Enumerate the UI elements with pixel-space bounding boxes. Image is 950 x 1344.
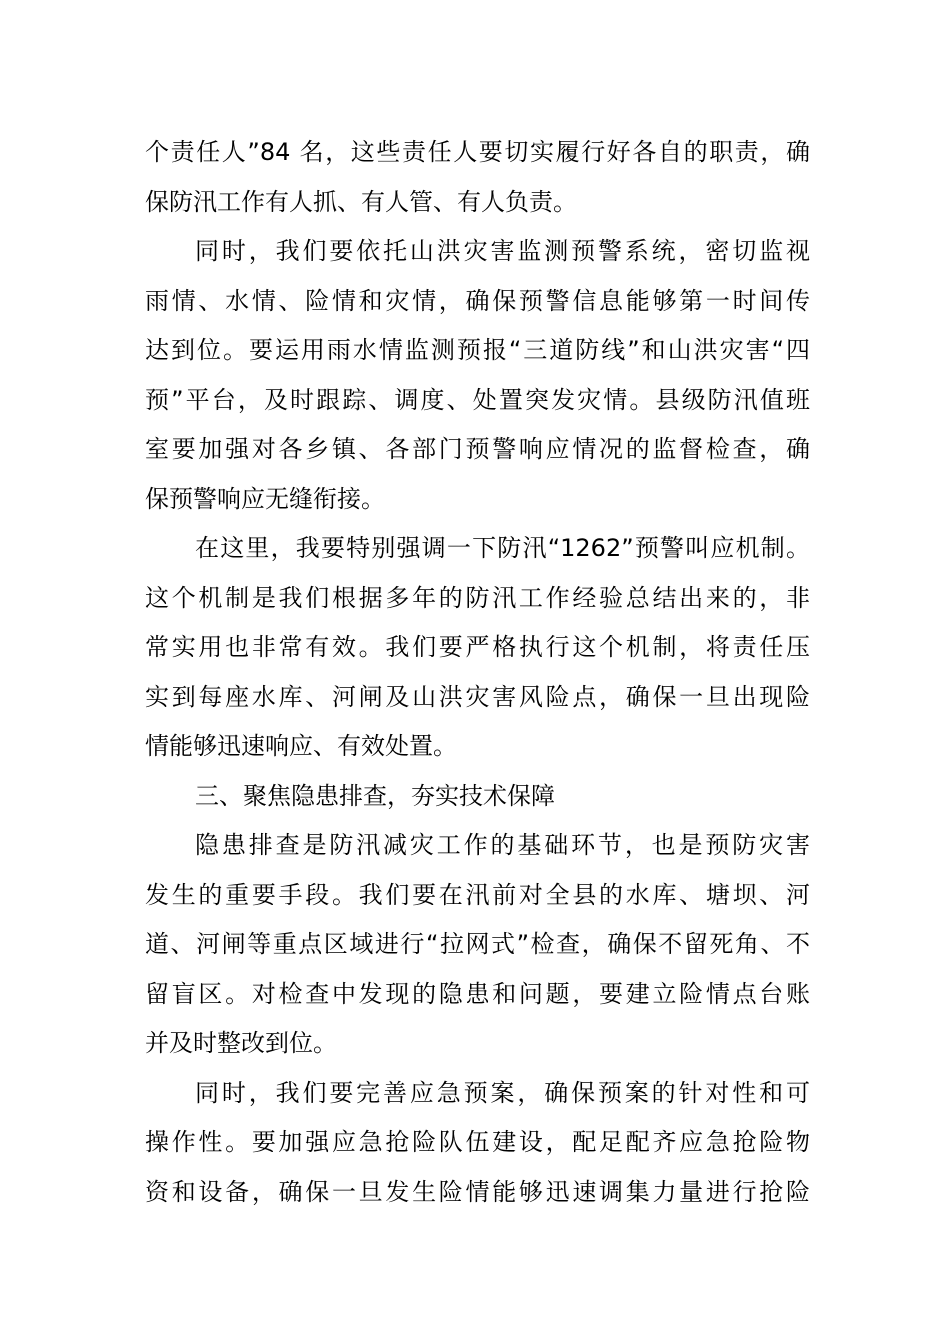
section-heading: 三、聚焦隐患排查，夯实技术保障 <box>195 781 555 810</box>
text-line-21: 操作性。要加强应急抢险队伍建设，配足配齐应急抢险物 <box>145 1128 810 1156</box>
text-line-6: 预”平台，及时跟踪、调度、处置突发灾情。县级防汛值班 <box>145 385 810 414</box>
text-line-2: 保防汛工作有人抓、有人管、有人负责。 <box>145 187 577 216</box>
text-line-5: 达到位。要运用雨水情监测预报“三道防线”和山洪灾害“四 <box>145 336 810 364</box>
text-line-9: 在这里，我要特别强调一下防汛“1262”预警叫应机制。 <box>195 534 810 562</box>
text-line-19: 并及时整改到位。 <box>145 1029 337 1057</box>
text-line-18: 留盲区。对检查中发现的隐患和问题，要建立险情点台账 <box>145 979 810 1008</box>
text-line-13: 情能够迅速响应、有效处置。 <box>145 732 457 760</box>
text-line-11: 常实用也非常有效。我们要严格执行这个机制，将责任压 <box>145 633 810 661</box>
document-body <box>145 128 810 1217</box>
text-line-3: 同时，我们要依托山洪灾害监测预警系统，密切监视 <box>195 237 810 265</box>
text-line-8: 保预警响应无缝衔接。 <box>145 484 385 513</box>
text-line-1: 个责任人”84 名，这些责任人要切实履行好各自的职责，确 <box>145 138 810 166</box>
text-line-16: 发生的重要手段。我们要在汛前对全县的水库、塘坝、河 <box>145 880 810 909</box>
text-line-20: 同时，我们要完善应急预案，确保预案的针对性和可 <box>195 1078 810 1107</box>
text-line-10: 这个机制是我们根据多年的防汛工作经验总结出来的，非 <box>145 583 810 612</box>
text-line-4: 雨情、水情、险情和灾情，确保预警信息能够第一时间传 <box>145 286 810 315</box>
text-line-7: 室要加强对各乡镇、各部门预警响应情况的监督检查，确 <box>145 435 810 463</box>
text-line-15: 隐患排查是防汛减灾工作的基础环节，也是预防灾害 <box>195 831 810 859</box>
text-line-22: 资和设备，确保一旦发生险情能够迅速调集力量进行抢险 <box>145 1177 810 1206</box>
text-line-17: 道、河闸等重点区域进行“拉网式”检查，确保不留死角、不 <box>145 930 810 958</box>
text-line-12: 实到每座水库、河闸及山洪灾害风险点，确保一旦出现险 <box>145 682 810 711</box>
